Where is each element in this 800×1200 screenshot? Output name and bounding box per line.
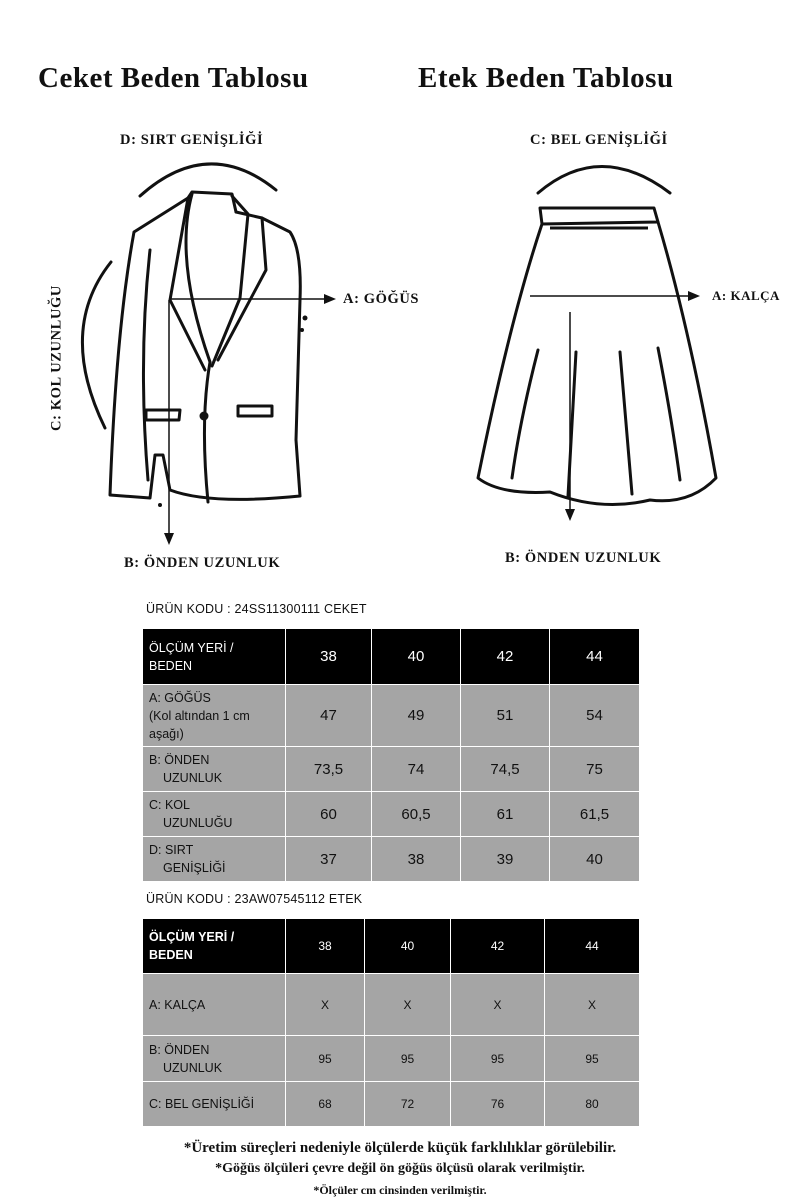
footnote-units: *Ölçüler cm cinsinden verilmiştir. — [313, 1183, 487, 1197]
jacket-chest-label: A: GÖĞÜS — [343, 291, 420, 307]
row-label-line: UZUNLUK — [163, 771, 223, 785]
value-cell: 47 — [286, 685, 372, 747]
table-row — [143, 1036, 640, 1082]
table-row — [143, 792, 640, 837]
skirt-product-code: ÜRÜN KODU : 23AW07545112 ETEK — [146, 892, 363, 906]
row-label-cell — [143, 747, 286, 792]
header-label-line: ÖLÇÜM YERİ / — [149, 640, 234, 655]
table-header-row — [143, 629, 640, 685]
value-cell: 39 — [461, 837, 550, 882]
value-cell: 40 — [550, 837, 640, 882]
row-label-line: (Kol altından 1 cm — [149, 708, 250, 723]
row-label-cell — [143, 1082, 286, 1127]
row-label-cell — [143, 1036, 286, 1082]
row-label-cell — [143, 685, 286, 747]
table-row — [143, 747, 640, 792]
size-header-cell: 38 — [286, 629, 372, 685]
skirt-hip-label: A: KALÇA — [712, 288, 780, 303]
jacket-front-length-label: B: ÖNDEN UZUNLUK — [124, 555, 281, 571]
row-label-line: GENİŞLİĞİ — [163, 861, 226, 875]
value-cell: 72 — [365, 1082, 451, 1127]
value-cell: 51 — [461, 685, 550, 747]
row-label-line: B: ÖNDEN — [149, 753, 210, 767]
row-label-line: D: SIRT — [149, 843, 194, 857]
value-cell: 95 — [545, 1036, 640, 1082]
value-cell: X — [451, 974, 545, 1036]
jacket-chart-title: Ceket Beden Tablosu — [38, 62, 309, 94]
skirt-chart-title: Etek Beden Tablosu — [418, 62, 674, 94]
value-cell: 80 — [545, 1082, 640, 1127]
table-row — [143, 685, 640, 747]
value-cell: 75 — [550, 747, 640, 792]
row-label-line: UZUNLUĞU — [163, 816, 233, 830]
row-label-cell — [143, 974, 286, 1036]
value-cell: 38 — [372, 837, 461, 882]
value-cell: 60,5 — [372, 792, 461, 837]
table-row — [143, 837, 640, 882]
header-label-line: BEDEN — [149, 658, 193, 673]
row-label-line: UZUNLUK — [163, 1060, 223, 1075]
value-cell: 76 — [451, 1082, 545, 1127]
value-cell: X — [545, 974, 640, 1036]
value-cell: X — [286, 974, 365, 1036]
header-label-cell — [143, 919, 286, 974]
table-row — [143, 1082, 640, 1127]
header-label-line: BEDEN — [149, 948, 193, 962]
row-label-cell — [143, 792, 286, 837]
value-cell: 95 — [365, 1036, 451, 1082]
row-label-line: aşağı) — [149, 726, 184, 741]
row-label-line: A: GÖĞÜS — [149, 690, 211, 705]
jacket-back-width-label: D: SIRT GENİŞLİĞİ — [120, 132, 264, 148]
skirt-waist-label: C: BEL GENİŞLİĞİ — [530, 132, 668, 148]
table-row — [143, 974, 640, 1036]
header-label-line: ÖLÇÜM YERİ / — [149, 930, 235, 944]
value-cell: 37 — [286, 837, 372, 882]
value-cell: 49 — [372, 685, 461, 747]
size-header-cell: 44 — [550, 629, 640, 685]
size-header-cell: 42 — [451, 919, 545, 974]
value-cell: 61 — [461, 792, 550, 837]
row-label-cell — [143, 837, 286, 882]
value-cell: 95 — [451, 1036, 545, 1082]
value-cell: 95 — [286, 1036, 365, 1082]
size-header-cell: 40 — [365, 919, 451, 974]
value-cell: 61,5 — [550, 792, 640, 837]
value-cell: 54 — [550, 685, 640, 747]
row-label-line: C: KOL — [149, 798, 190, 812]
value-cell: 60 — [286, 792, 372, 837]
footnote-production: *Üretim süreçleri nedeniyle ölçülerde küçük farklılıklar görülebilir. — [183, 1140, 617, 1156]
size-header-cell: 42 — [461, 629, 550, 685]
size-header-cell: 44 — [545, 919, 640, 974]
value-cell: 73,5 — [286, 747, 372, 792]
footnote-chest: *Göğüs ölçüleri çevre değil ön göğüs ölçüsü olarak verilmiştir. — [215, 1161, 585, 1176]
size-header-cell: 38 — [286, 919, 365, 974]
row-label-line: A: KALÇA — [149, 997, 206, 1012]
value-cell: 68 — [286, 1082, 365, 1127]
size-header-cell: 40 — [372, 629, 461, 685]
value-cell: 74 — [372, 747, 461, 792]
value-cell: X — [365, 974, 451, 1036]
skirt-size-table — [142, 918, 640, 1127]
header-label-cell — [143, 629, 286, 685]
jacket-sleeve-label: C: KOL UZUNLUĞU — [48, 285, 65, 431]
skirt-front-length-label: B: ÖNDEN UZUNLUK — [505, 550, 662, 566]
jacket-size-table — [142, 628, 640, 882]
value-cell: 74,5 — [461, 747, 550, 792]
table-header-row — [143, 919, 640, 974]
row-label-line: B: ÖNDEN — [149, 1042, 210, 1057]
row-label-line: C: BEL GENİŞLİĞİ — [149, 1097, 255, 1111]
jacket-product-code: ÜRÜN KODU : 24SS11300111 CEKET — [146, 602, 367, 616]
